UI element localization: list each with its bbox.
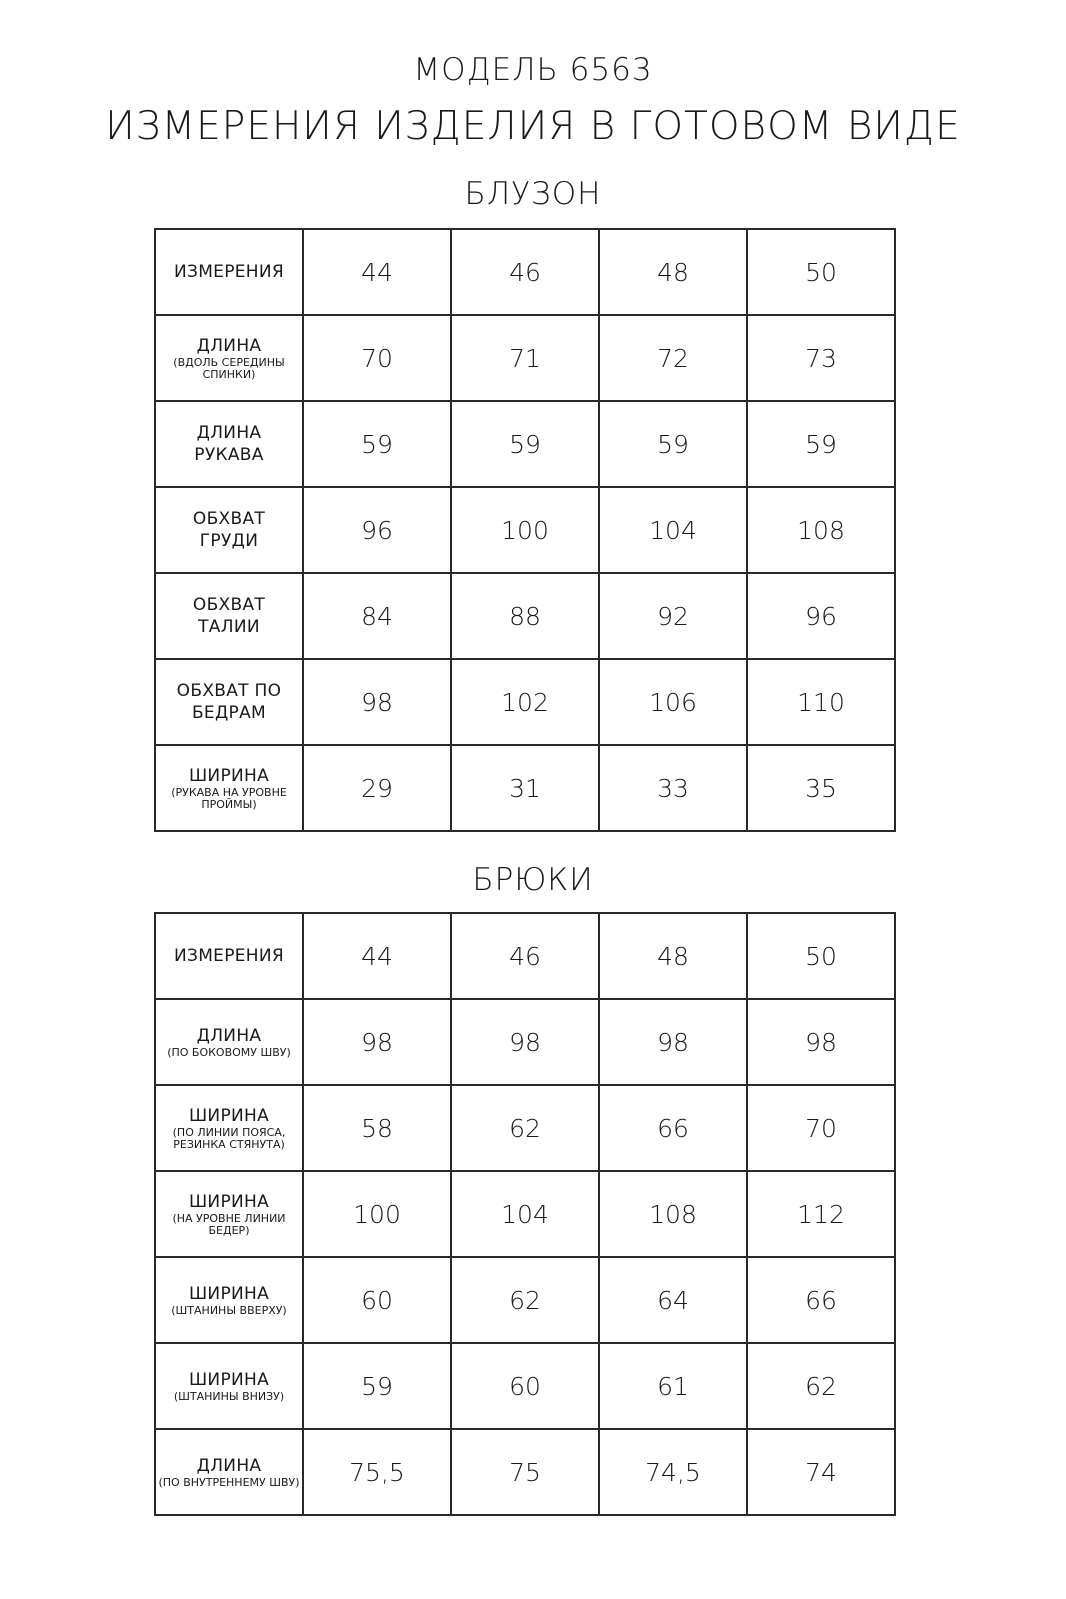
cell-value: 46 — [509, 941, 541, 971]
row-label-text: ШИРИНА — [188, 766, 270, 786]
value-cell — [451, 487, 599, 573]
value-cell — [599, 913, 747, 999]
cell-value: 71 — [509, 343, 541, 373]
cell-value: 98 — [657, 1027, 689, 1057]
cell-value: 98 — [361, 1027, 393, 1057]
value-cell — [303, 401, 451, 487]
value-cell — [451, 1343, 599, 1429]
cell-value: 96 — [805, 601, 837, 631]
row-label-text: ИЗМЕРЕНИЯ — [173, 262, 285, 282]
cell-value: 74 — [805, 1457, 837, 1487]
cell-value: 110 — [797, 687, 845, 717]
row-label-cell — [155, 573, 303, 659]
value-cell — [303, 659, 451, 745]
cell-value: 70 — [361, 343, 393, 373]
page-title: ИЗМЕРЕНИЯ ИЗДЕЛИЯ В ГОТОВОМ ВИДЕ — [105, 104, 961, 149]
row-label — [156, 422, 302, 466]
cell-value: 48 — [657, 941, 689, 971]
row-label-note: (ПО ВНУТРЕННЕМУ ШВУ) — [158, 1476, 300, 1489]
value-cell — [747, 1171, 895, 1257]
value-cell — [303, 229, 451, 315]
value-cell — [451, 999, 599, 1085]
row-label-note: (РУКАВА НА УРОВНЕ ПРОЙМЫ) — [171, 786, 287, 811]
row-label — [156, 1105, 302, 1151]
value-cell — [599, 745, 747, 831]
row-label-note: (НА УРОВНЕ ЛИНИИ БЕДЕР) — [172, 1212, 286, 1237]
cell-value: 74,5 — [645, 1457, 701, 1487]
table-row — [155, 913, 895, 999]
row-label-cell — [155, 401, 303, 487]
table-row — [155, 487, 895, 573]
value-cell — [451, 315, 599, 401]
value-cell — [747, 401, 895, 487]
cell-value: 35 — [805, 773, 837, 803]
row-label — [156, 945, 302, 967]
value-cell — [599, 659, 747, 745]
row-label-cell — [155, 1171, 303, 1257]
row-label — [156, 335, 302, 381]
value-cell — [451, 1085, 599, 1171]
cell-value: 60 — [361, 1285, 393, 1315]
cell-value: 108 — [649, 1199, 697, 1229]
value-cell — [747, 229, 895, 315]
row-label-text: ДЛИНА — [196, 1456, 262, 1476]
value-cell — [599, 315, 747, 401]
value-cell — [599, 1429, 747, 1515]
row-label — [156, 1025, 302, 1059]
value-cell — [599, 401, 747, 487]
row-label-cell — [155, 1085, 303, 1171]
table-row — [155, 1343, 895, 1429]
value-cell — [747, 1085, 895, 1171]
row-label-cell — [155, 913, 303, 999]
cell-value: 98 — [361, 687, 393, 717]
cell-value: 61 — [657, 1371, 689, 1401]
cell-value: 46 — [509, 257, 541, 287]
table-row — [155, 229, 895, 315]
row-label-note: (ВДОЛЬ СЕРЕДИНЫ СПИНКИ) — [173, 356, 285, 381]
value-cell — [599, 487, 747, 573]
value-cell — [599, 999, 747, 1085]
value-cell — [747, 659, 895, 745]
row-label — [156, 1191, 302, 1237]
value-cell — [747, 1429, 895, 1515]
value-cell — [599, 1257, 747, 1343]
model-title: МОДЕЛЬ 6563 — [413, 52, 653, 88]
cell-value: 100 — [353, 1199, 401, 1229]
value-cell — [747, 1343, 895, 1429]
value-cell — [303, 315, 451, 401]
cell-value: 66 — [657, 1113, 689, 1143]
value-cell — [451, 1429, 599, 1515]
cell-value: 50 — [805, 941, 837, 971]
bryuki-size-table — [154, 912, 896, 1516]
row-label-note: (ПО БОКОВОМУ ШВУ) — [167, 1046, 291, 1059]
table-row — [155, 999, 895, 1085]
cell-value: 31 — [509, 773, 541, 803]
row-label-text: ОБХВАТ ГРУДИ — [192, 509, 266, 551]
value-cell — [303, 573, 451, 659]
section-title-bluzon: БЛУЗОН — [464, 176, 602, 212]
row-label — [156, 1283, 302, 1317]
value-cell — [747, 745, 895, 831]
row-label-cell — [155, 487, 303, 573]
table-row — [155, 315, 895, 401]
table-row — [155, 745, 895, 831]
cell-value: 104 — [649, 515, 697, 545]
row-label — [156, 508, 302, 552]
value-cell — [303, 1429, 451, 1515]
value-cell — [451, 573, 599, 659]
cell-value: 98 — [805, 1027, 837, 1057]
row-label-text: ШИРИНА — [188, 1284, 270, 1304]
row-label-cell — [155, 1429, 303, 1515]
row-label-cell — [155, 659, 303, 745]
cell-value: 106 — [649, 687, 697, 717]
cell-value: 100 — [501, 515, 549, 545]
row-label-text: ИЗМЕРЕНИЯ — [173, 946, 285, 966]
cell-value: 96 — [361, 515, 393, 545]
cell-value: 88 — [509, 601, 541, 631]
cell-value: 112 — [797, 1199, 845, 1229]
row-label — [156, 594, 302, 638]
cell-value: 62 — [805, 1371, 837, 1401]
row-label-cell — [155, 999, 303, 1085]
value-cell — [599, 1343, 747, 1429]
table-row — [155, 659, 895, 745]
table-body — [155, 229, 895, 831]
cell-value: 73 — [805, 343, 837, 373]
row-label-text: ДЛИНА — [196, 336, 262, 356]
cell-value: 64 — [657, 1285, 689, 1315]
cell-value: 59 — [361, 429, 393, 459]
row-label-text: ОБХВАТ ПО БЕДРАМ — [176, 681, 282, 723]
row-label-note: (ШТАНИНЫ ВНИЗУ) — [173, 1390, 285, 1403]
table-row — [155, 1429, 895, 1515]
cell-value: 50 — [805, 257, 837, 287]
row-label-cell — [155, 745, 303, 831]
cell-value: 59 — [509, 429, 541, 459]
value-cell — [303, 1343, 451, 1429]
row-label — [156, 1455, 302, 1489]
table-row — [155, 1257, 895, 1343]
table-row — [155, 1085, 895, 1171]
table-row — [155, 573, 895, 659]
value-cell — [303, 1171, 451, 1257]
cell-value: 44 — [361, 941, 393, 971]
cell-value: 92 — [657, 601, 689, 631]
value-cell — [747, 913, 895, 999]
value-cell — [303, 487, 451, 573]
cell-value: 72 — [657, 343, 689, 373]
section-title-bryuki: БРЮКИ — [472, 862, 594, 898]
row-label-cell — [155, 229, 303, 315]
cell-value: 75 — [509, 1457, 541, 1487]
value-cell — [451, 913, 599, 999]
row-label-text: ДЛИНА — [196, 1026, 262, 1046]
table-row — [155, 1171, 895, 1257]
cell-value: 108 — [797, 515, 845, 545]
value-cell — [303, 1257, 451, 1343]
row-label-text: ОБХВАТ ТАЛИИ — [192, 595, 266, 637]
row-label — [156, 765, 302, 811]
row-label — [156, 1369, 302, 1403]
row-label-cell — [155, 1343, 303, 1429]
value-cell — [451, 1171, 599, 1257]
value-cell — [451, 401, 599, 487]
row-label — [156, 680, 302, 724]
cell-value: 59 — [805, 429, 837, 459]
table-row — [155, 401, 895, 487]
cell-value: 75,5 — [349, 1457, 405, 1487]
value-cell — [599, 1171, 747, 1257]
cell-value: 104 — [501, 1199, 549, 1229]
cell-value: 66 — [805, 1285, 837, 1315]
value-cell — [451, 229, 599, 315]
bluzon-size-table — [154, 228, 896, 832]
cell-value: 62 — [509, 1113, 541, 1143]
value-cell — [303, 913, 451, 999]
cell-value: 84 — [361, 601, 393, 631]
value-cell — [747, 1257, 895, 1343]
table-body — [155, 913, 895, 1515]
row-label-text: ДЛИНА РУКАВА — [194, 423, 264, 465]
cell-value: 62 — [509, 1285, 541, 1315]
value-cell — [303, 999, 451, 1085]
value-cell — [747, 999, 895, 1085]
cell-value: 59 — [657, 429, 689, 459]
row-label-text: ШИРИНА — [188, 1106, 270, 1126]
value-cell — [747, 315, 895, 401]
row-label-cell — [155, 315, 303, 401]
value-cell — [451, 659, 599, 745]
row-label-note: (ШТАНИНЫ ВВЕРХУ) — [171, 1304, 287, 1317]
row-label-note: (ПО ЛИНИИ ПОЯСА, РЕЗИНКА СТЯНУТА) — [172, 1126, 286, 1151]
value-cell — [747, 573, 895, 659]
cell-value: 33 — [657, 773, 689, 803]
value-cell — [747, 487, 895, 573]
row-label-cell — [155, 1257, 303, 1343]
cell-value: 98 — [509, 1027, 541, 1057]
value-cell — [451, 745, 599, 831]
value-cell — [303, 1085, 451, 1171]
row-label — [156, 261, 302, 283]
value-cell — [599, 229, 747, 315]
value-cell — [599, 573, 747, 659]
cell-value: 60 — [509, 1371, 541, 1401]
cell-value: 48 — [657, 257, 689, 287]
row-label-text: ШИРИНА — [188, 1192, 270, 1212]
cell-value: 44 — [361, 257, 393, 287]
value-cell — [599, 1085, 747, 1171]
value-cell — [451, 1257, 599, 1343]
row-label-text: ШИРИНА — [188, 1370, 270, 1390]
cell-value: 70 — [805, 1113, 837, 1143]
cell-value: 59 — [361, 1371, 393, 1401]
cell-value: 102 — [501, 687, 549, 717]
cell-value: 29 — [361, 773, 393, 803]
cell-value: 58 — [361, 1113, 393, 1143]
value-cell — [303, 745, 451, 831]
